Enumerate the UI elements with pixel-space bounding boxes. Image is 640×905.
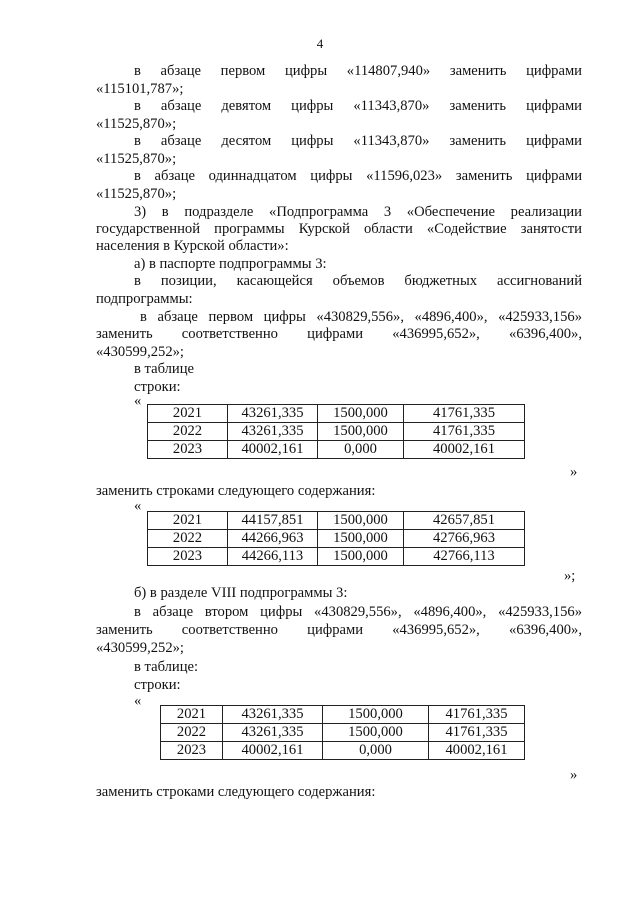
text-line: государственной программы Курской области «Содействие занятости (96, 221, 582, 237)
table-cell: 2021 (148, 512, 228, 530)
replaced-table-2 (160, 705, 525, 760)
text-line: в абзаце первом цифры «430829,556», «4896,400», «425933,156» (140, 309, 582, 325)
text-line: заменить соответственно цифрами «436995,652», «6396,400», (96, 622, 582, 638)
table-row (161, 742, 525, 760)
replaced-table-1 (147, 404, 525, 459)
open-quote: « (134, 393, 142, 409)
text-line: в позиции, касающейся объемов бюджетных ассигнований (134, 273, 582, 289)
table-cell: 0,000 (323, 742, 429, 760)
new-table-1 (147, 511, 525, 566)
table-cell: 42657,851 (404, 512, 525, 530)
text-line: «430599,252»; (96, 640, 184, 656)
table-cell: 40002,161 (404, 441, 525, 459)
table-cell: 2021 (161, 706, 223, 724)
table-cell: 43261,335 (228, 423, 318, 441)
text-line: в абзаце втором цифры «430829,556», «4896,400», «425933,156» (134, 604, 582, 620)
table-cell: 41761,335 (404, 405, 525, 423)
close-quote: » (570, 767, 578, 783)
table-cell: 41761,335 (429, 706, 525, 724)
table-cell: 42766,963 (404, 530, 525, 548)
text-line: строки: (134, 677, 181, 693)
table-row (148, 405, 525, 423)
table-cell: 43261,335 (223, 724, 323, 742)
table-cell: 2023 (148, 548, 228, 566)
text-line: 3) в подразделе «Подпрограмма 3 «Обеспечение реализации (134, 204, 582, 220)
table-cell: 44266,113 (228, 548, 318, 566)
text-line: заменить строками следующего содержания: (96, 483, 376, 499)
table-cell: 43261,335 (223, 706, 323, 724)
text-line: строки: (134, 379, 181, 395)
table-cell: 44157,851 (228, 512, 318, 530)
table-cell: 41761,335 (404, 423, 525, 441)
text-line: населения в Курской области»: (96, 238, 289, 254)
text-line: «11525,870»; (96, 186, 177, 202)
text-line: в абзаце десятом цифры «11343,870» заменить цифрами (134, 133, 582, 149)
table-cell: 1500,000 (323, 706, 429, 724)
table-row (161, 706, 525, 724)
table-cell: 1500,000 (318, 548, 404, 566)
text-line: а) в паспорте подпрограммы 3: (134, 256, 327, 272)
text-line: в абзаце первом цифры «114807,940» заменить цифрами (134, 63, 582, 79)
table-cell: 40002,161 (228, 441, 318, 459)
table-row (148, 441, 525, 459)
text-line: «11525,870»; (96, 151, 177, 167)
text-line: в абзаце девятом цифры «11343,870» заменить цифрами (134, 98, 582, 114)
open-quote: « (134, 693, 142, 709)
text-line: б) в разделе VIII подпрограммы 3: (134, 585, 348, 601)
close-quote: » (570, 464, 578, 480)
table-cell: 40002,161 (429, 742, 525, 760)
table-cell: 2022 (148, 530, 228, 548)
table-cell: 2023 (148, 441, 228, 459)
table-cell: 2023 (161, 742, 223, 760)
table-cell: 1500,000 (318, 423, 404, 441)
table-cell: 2022 (161, 724, 223, 742)
page-number: 4 (316, 36, 324, 51)
text-line: в абзаце одиннадцатом цифры «11596,023» заменить цифрами (134, 168, 582, 184)
text-line: заменить соответственно цифрами «436995,652», «6396,400», (96, 326, 582, 342)
table-cell: 0,000 (318, 441, 404, 459)
table-row (148, 512, 525, 530)
table-cell: 1500,000 (318, 405, 404, 423)
table-row (161, 724, 525, 742)
table-row (148, 548, 525, 566)
table-cell: 1500,000 (323, 724, 429, 742)
table-cell: 41761,335 (429, 724, 525, 742)
table-row (148, 530, 525, 548)
table-cell: 43261,335 (228, 405, 318, 423)
text-line: подпрограммы: (96, 291, 193, 307)
table-cell: 44266,963 (228, 530, 318, 548)
table-cell: 1500,000 (318, 530, 404, 548)
table-cell: 42766,113 (404, 548, 525, 566)
close-quote: »; (564, 568, 576, 584)
table-cell: 40002,161 (223, 742, 323, 760)
table-cell: 2021 (148, 405, 228, 423)
text-line: в таблице (134, 361, 195, 377)
text-line: «115101,787»; (96, 81, 184, 97)
open-quote: « (134, 498, 142, 514)
text-line: «430599,252»; (96, 344, 184, 360)
text-line: в таблице: (134, 659, 199, 675)
table-cell: 1500,000 (318, 512, 404, 530)
table-cell: 2022 (148, 423, 228, 441)
text-line: заменить строками следующего содержания: (96, 784, 376, 800)
table-row (148, 423, 525, 441)
text-line: «11525,870»; (96, 116, 177, 132)
